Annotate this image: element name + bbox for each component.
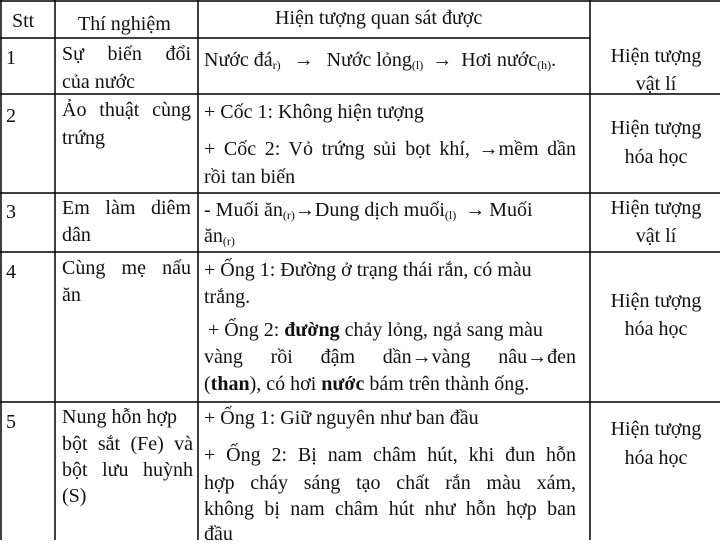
row-observation-line: + Ống 1: Đường ở trạng thái rắn, có màu xyxy=(204,259,532,281)
row-observation-line: - Muối $ăn_{(r)}\to Dung$ dịch muối$_{(l)}$ → Muối xyxy=(204,199,533,222)
row-observation-line: + Ống 2: Bị nam châm hút, khi đun hỗn xyxy=(204,444,576,466)
row-experiment-line: của nước xyxy=(62,71,136,93)
row-observation-line: + Ống 2: đường chảy lỏng, ngả sang màu xyxy=(208,319,543,341)
row-type-line: vật lí xyxy=(635,73,677,95)
row-experiment-line: (S) xyxy=(62,485,87,507)
row-experiment-line: trứng xyxy=(62,127,106,149)
row-stt: 2 xyxy=(6,105,16,127)
row-type-line: Hiện tượng xyxy=(610,418,702,440)
row-observation: Nước $đá_{r)}$ → Nước lỏng$_{(l)}$ → Hơi nước$_{(h)}$. xyxy=(204,49,557,72)
row-observation-line: + Cốc 1: Không hiện tượng xyxy=(204,101,424,123)
row-stt: 4 xyxy=(6,261,16,283)
row-experiment-line: Em làm diêm xyxy=(62,197,191,219)
row-experiment-line: Ảo thuật cùng xyxy=(62,99,191,121)
row-experiment-line: Cùng mẹ nấu xyxy=(62,257,191,279)
row-type-line: vật lí xyxy=(635,225,677,247)
row-experiment-line: Nung hỗn hợp xyxy=(62,406,178,428)
row-type-line: hóa học xyxy=(624,447,688,469)
row-type-line: Hiện tượng xyxy=(610,117,702,139)
row-observation-line: rồi tan biến xyxy=(204,166,296,188)
row-type-line: Hiện tượng xyxy=(610,45,702,67)
row-observation-line: + Ống 1: Giữ nguyên như ban đầu xyxy=(204,407,479,429)
row-type-line: Hiện tượng xyxy=(610,290,702,312)
row-experiment-line: bột lưu huỳnh xyxy=(62,459,193,481)
row-stt: 5 xyxy=(6,411,16,433)
arrow-right-icon: → xyxy=(432,49,453,71)
row-observation-line: vàng rồi đậm dần→vàng nâu→đen xyxy=(204,346,576,368)
row-experiment-line: bột sắt (Fe) và xyxy=(62,433,193,455)
row-observation-line: + Cốc 2: Vỏ trứng sủi bọt khí, →mềm dần xyxy=(204,138,576,160)
row-observation-line: trắng. xyxy=(204,286,251,308)
row-observation-line: không bị nam châm hút như hỗn hợp ban xyxy=(204,498,576,520)
row-stt: 3 xyxy=(6,201,16,223)
row-experiment-line: dân xyxy=(62,224,91,246)
arrow-right-icon: → xyxy=(293,49,314,71)
row-type-line: hóa học xyxy=(624,146,688,168)
header-experiment: Thí nghiệm xyxy=(78,13,171,35)
row-type-line: hóa học xyxy=(624,318,688,340)
header-stt: Stt xyxy=(12,10,35,32)
row-stt: 1 xyxy=(6,47,16,69)
row-experiment-line: ăn xyxy=(62,284,81,306)
row-type-line: Hiện tượng xyxy=(610,197,702,219)
arrow-right-icon: → xyxy=(294,199,315,221)
header-observation: Hiện tượng quan sát được xyxy=(275,7,483,29)
row-observation-line: hợp cháy sáng tạo chất rắn màu xám, xyxy=(204,472,576,494)
row-observation-line: đầu xyxy=(204,523,233,545)
arrow-right-icon: → xyxy=(465,199,486,221)
row-observation-line: $ăn_{(r)}$ xyxy=(204,225,235,248)
row-observation-line: (than), có hơi nước bám trên thành ống. xyxy=(204,373,530,395)
row-experiment-line: Sự biến đổi xyxy=(62,43,191,65)
